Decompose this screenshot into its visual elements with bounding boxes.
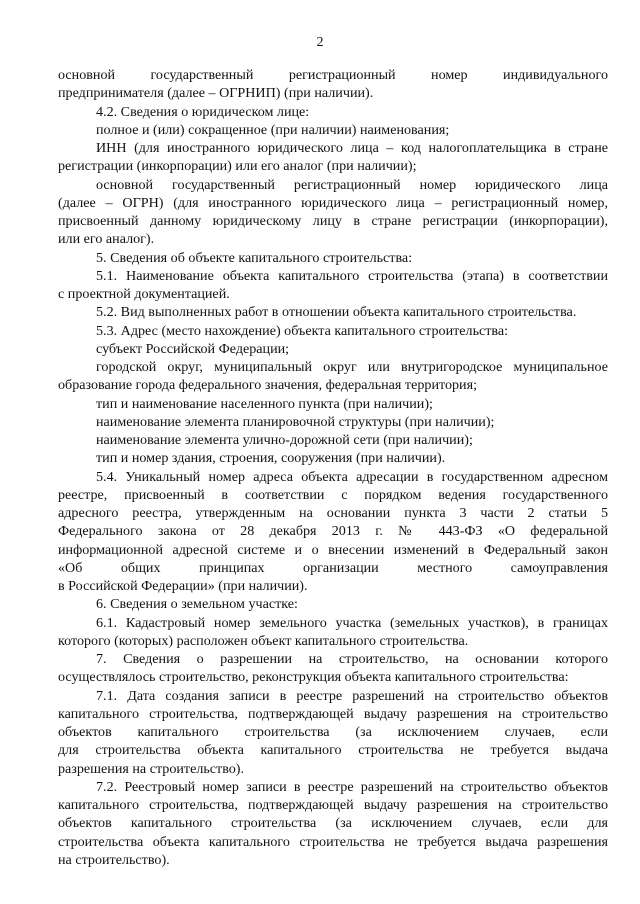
document-line: регистрации (инкорпорации) или его аналог (при наличии); <box>58 158 417 175</box>
document-body <box>58 66 608 869</box>
document-line: объектов капитального строительства (за исключением случаев, если для <box>58 815 608 832</box>
document-line: субъект Российской Федерации; <box>96 340 290 357</box>
document-line: капитального строительства, подтверждающей выдачу разрешения на строительство <box>58 797 608 813</box>
document-line: 5. Сведения об объекте капитального строительства: <box>96 249 413 266</box>
document-line: 5.1. Наименование объекта капитального строительства (этапа) в соответствии <box>96 267 608 284</box>
document-line: наименование элемента улично-дорожной сети (при наличии); <box>96 432 473 448</box>
document-line: капитального строительства, подтверждающей выдачу разрешения на строительство <box>58 705 608 722</box>
document-line: (далее – ОГРН) (для иностранного юридического лица – регистрационный номер, <box>58 194 608 211</box>
document-line: тип и номер здания, строения, сооружения (при наличии). <box>96 450 446 467</box>
document-line: разрешения на строительство). <box>58 760 245 777</box>
document-line: на строительство). <box>58 851 170 868</box>
document-line: 7.1. Дата создания записи в реестре разрешений на строительство объектов <box>96 687 608 704</box>
document-line: 5.2. Вид выполненных работ в отношении объекта капитального строительства. <box>96 304 577 321</box>
document-line: информационной адресной системе и о внесении изменений в Федеральный закон <box>58 541 608 558</box>
document-line: тип и наименование населенного пункта (при наличии); <box>96 395 433 412</box>
document-line: 4.2. Сведения о юридическом лице: <box>96 103 310 120</box>
document-line: образование города федерального значения, федеральная территория; <box>58 377 477 394</box>
document-line: которого (которых) расположен объект капитального строительства. <box>58 632 469 649</box>
document-line: предпринимателя (далее – ОГРНИП) (при наличии). <box>58 85 374 102</box>
document-line: 6. Сведения о земельном участке: <box>96 596 298 613</box>
document-line: ИНН (для иностранного юридического лица – код налогоплательщика в стране <box>96 140 608 156</box>
document-line: полное и (или) сокращенное (при наличии) наименования; <box>96 121 450 138</box>
document-line: 7.2. Реестровый номер записи в реестре разрешений на строительство объектов <box>96 778 608 795</box>
document-line: для строительства объекта капитального строительства не требуется выдача <box>58 742 608 759</box>
document-line: присвоенный данному юридическому лицу в стране регистрации (инкорпорации), <box>58 213 608 229</box>
document-line: в Российской Федерации» (при наличии). <box>58 578 308 594</box>
document-line: строительства объекта капитального строительства не требуется выдача разрешения <box>58 833 608 850</box>
document-line: основной государственный регистрационный номер индивидуального <box>58 67 608 83</box>
document-line: «Об общих принципах организации местного самоуправления <box>58 559 608 576</box>
document-line: адресного реестра, утвержденным на основании пункта 3 части 2 статьи 5 <box>58 505 608 521</box>
document-line: осуществлялось строительство, реконструкция объекта капитального строительства: <box>58 669 569 686</box>
document-line: основной государственный регистрационный номер юридического лица <box>96 176 608 193</box>
document-line: 6.1. Кадастровый номер земельного участка (земельных участков), в границах <box>96 614 608 631</box>
document-line: с проектной документацией. <box>58 286 230 302</box>
document-line: наименование элемента планировочной структуры (при наличии); <box>96 413 495 430</box>
document-line: 5.4. Уникальный номер адреса объекта адресации в государственном адресном <box>96 468 608 485</box>
document-line: реестре, присвоенный в соответствии с порядком ведения государственного <box>58 486 608 503</box>
document-line: Федерального закона от 28 декабря 2013 г. № 443-ФЗ «О федеральной <box>58 523 608 540</box>
document-line: 5.3. Адрес (место нахождение) объекта капитального строительства: <box>96 322 509 339</box>
document-line: 7. Сведения о разрешении на строительство, на основании которого <box>96 651 608 667</box>
document-line: городской округ, муниципальный округ или внутригородское муниципальное <box>96 359 608 375</box>
page-number: 2 <box>316 35 324 50</box>
document-line: объектов капитального строительства (за исключением случаев, если <box>58 724 608 740</box>
document-line: или его аналог). <box>58 231 155 248</box>
